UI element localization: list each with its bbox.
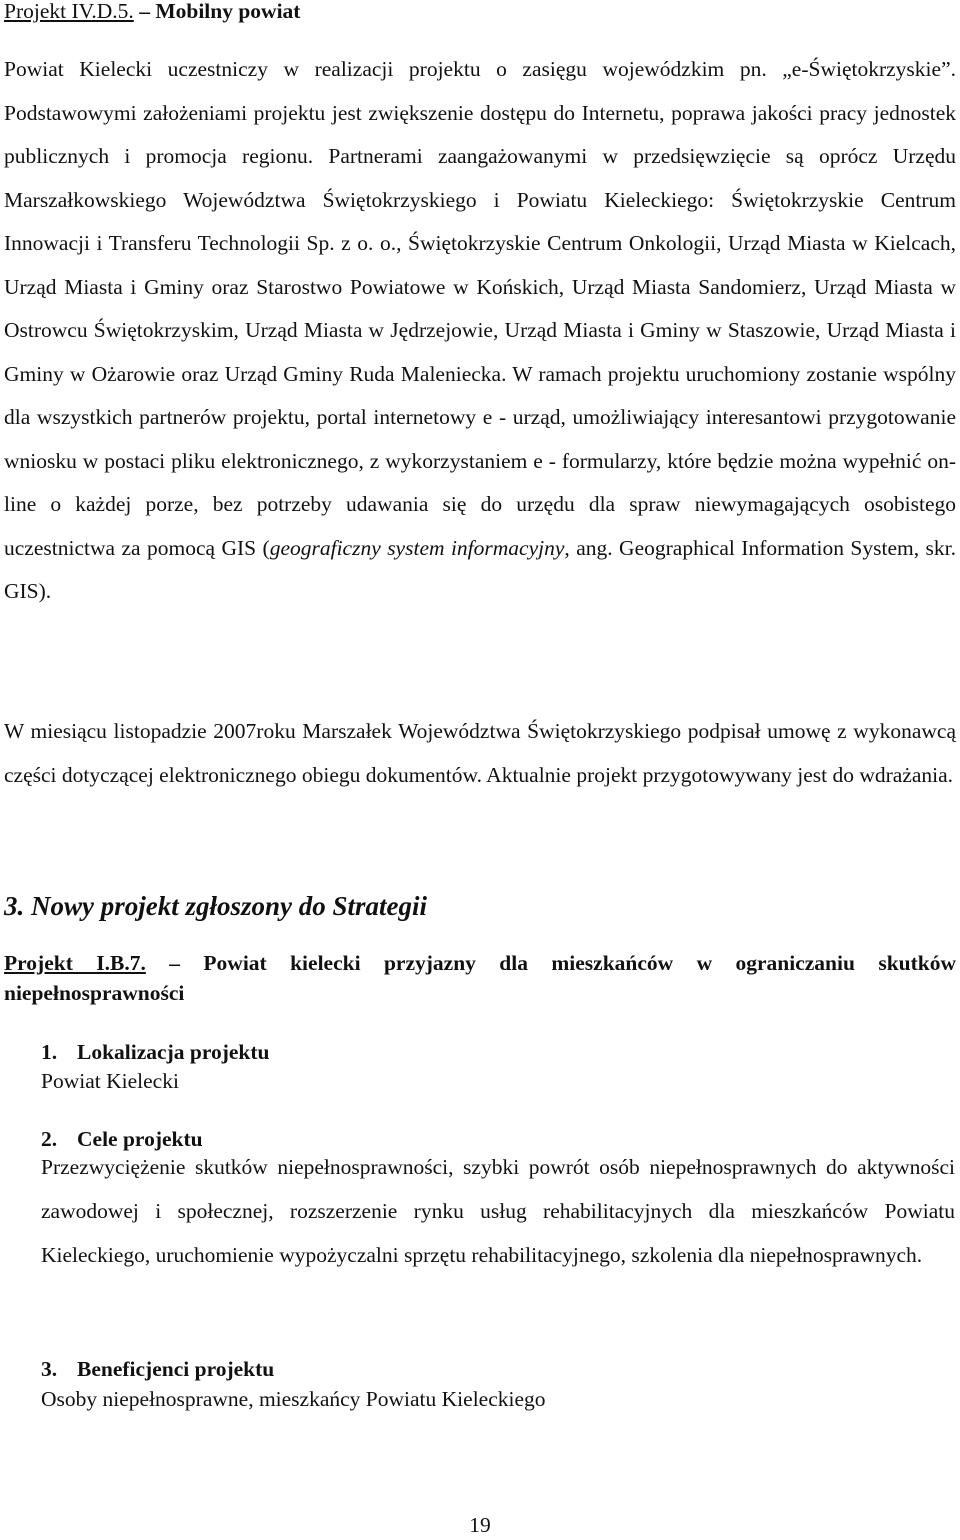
project2-title: Powiat kielecki przyjazny dla mieszkańców w ograniczaniu skutków niepełnosprawności (4, 951, 957, 1005)
project-heading-i-b-7: Projekt I.B.7. – Powiat kielecki przyjazny dla mieszkańców w ograniczaniu skutków niepełnosprawności (4, 951, 957, 1005)
page-number: 19 (469, 1513, 491, 1537)
section-3-heading: 3. Beneficjenci projektu (41, 1357, 275, 1381)
project2-code: Projekt I.B.7. (4, 951, 146, 975)
project-code: Projekt IV.D.5. (4, 0, 134, 23)
section-3-text: Osoby niepełnosprawne, mieszkańcy Powiatu Kieleckiego (41, 1387, 546, 1411)
section-2-text: Przezwyciężenie skutków niepełnosprawności, szybki powrót osób niepełnosprawnych do aktywności zawodowej i społecznej, rozszerzenie rynku usług rehabilitacyjnych dla mieszkańców Powiatu Kieleckiego, uruchomienie wypożyczalni sprzętu rehabilitacyjnego, szkolenia dla niepełnosprawnych. (41, 1155, 955, 1267)
section-2-heading: 2. Cele projektu (41, 1127, 203, 1151)
paragraph-e-swietokrzyskie: Powiat Kielecki uczestniczy w realizacji projektu o zasięgu wojewódzkim pn. „e-Świętokrzyskie”. Podstawowymi założeniami projektu jest zwiększenie dostępu do Internetu, poprawa jakości pracy jednostek publicznych i promocja regionu. Partnerami zaangażowanymi w przedsięwzięcie są oprócz Urzędu Marszałkowskiego Województwa Świętokrzyskiego i Powiatu Kieleckiego: Świętokrzyskie Centrum Innowacji i Transferu Technologii Sp. z o. o., Świętokrzyskie Centrum Onkologii, Urząd Miasta w Kielcach, Urząd Miasta i Gminy oraz Starostwo Powiatowe w Końskich, Urząd Miasta Sandomierz, Urząd Miasta w Ostrowcu Świętokrzyskim, Urząd Miasta w Jędrzejowie, Urząd Miasta i Gminy w Staszowie, Urząd Miasta i Gminy w Ożarowie oraz Urząd Gminy Ruda Maleniecka. W ramach projektu uruchomiony zostanie wspólny dla wszystkich partnerów projektu, portal internetowy e - urząd, umożliwiający interesantowi przygotowanie wniosku w postaci pliku elektronicznego, z wykorzystaniem e - formularzy, które będzie można wypełnić on-line o każdej porze, bez potrzeby udawania się do urzędu dla spraw niewymagających osobistego uczestnictwa za pomocą GIS (geograficzny system informacyjny, ang. Geographical Information System, skr. GIS). (4, 57, 956, 603)
project-heading-iv-d-5: Projekt IV.D.5. – Mobilny powiat (4, 0, 301, 23)
paragraph-contract: W miesiącu listopadzie 2007roku Marszałek Województwa Świętokrzyskiego podpisał umowę z wykonawcą części dotyczącej elektronicznego obiegu dokumentów. Aktualnie projekt przygotowywany jest do wdrażania. (4, 719, 956, 787)
project-title: Mobilny powiat (155, 0, 301, 23)
section-1-text: Powiat Kielecki (41, 1069, 179, 1093)
italic-term: geograficzny system informacyjny (269, 535, 565, 560)
section-1-heading: 1. Lokalizacja projektu (41, 1040, 270, 1064)
section-heading: 3. Nowy projekt zgłoszony do Strategii (4, 891, 428, 921)
